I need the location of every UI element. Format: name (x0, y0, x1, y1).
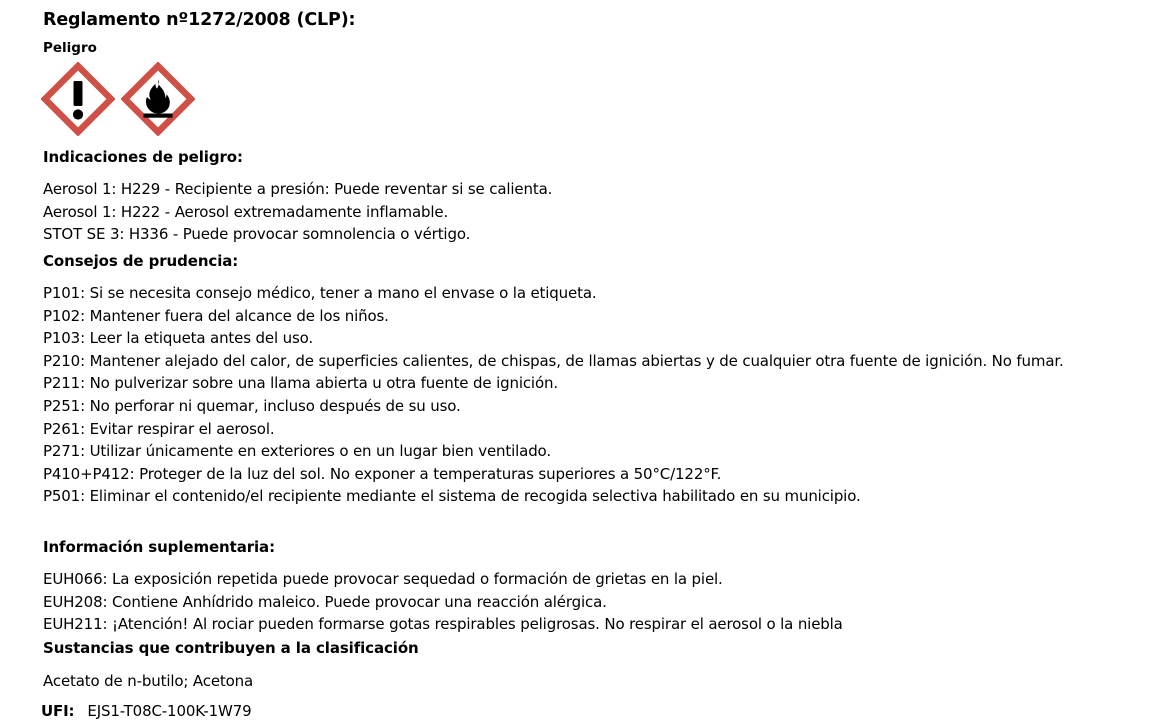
ufi-value: EJS1-T08C-100K-1W79 (87, 702, 252, 720)
precautionary-statement-item: P103: Leer la etiqueta antes del uso. (43, 329, 314, 348)
hazard-statement-item: Aerosol 1: H229 - Recipiente a presión: Puede reventar si se calienta. (43, 180, 553, 198)
supplementary-information-item: EUH066: La exposición repetida puede provocar sequedad o formación de grietas en la piel. (43, 570, 723, 588)
precautionary-statement-item: P501: Eliminar el contenido/el recipiente mediante el sistema de recogida selectiva habilitado en su municipio. (43, 487, 861, 506)
precautionary-statement-item: P271: Utilizar únicamente en exteriores o en un lugar bien ventilado. (43, 442, 551, 461)
hazard-statements-heading: Indicaciones de peligro: (43, 148, 243, 166)
hazard-statements-list (43, 178, 552, 246)
precautionary-statement-item: P101: Si se necesita consejo médico, tener a mano el envase o la etiqueta. (43, 284, 597, 302)
ghs-pictogram-group (41, 62, 195, 136)
hazard-statement-item: STOT SE 3: H336 - Puede provocar somnolencia o vértigo. (43, 225, 471, 244)
supplementary-information-list (43, 568, 843, 636)
precautionary-statement-item: P210: Mantener alejado del calor, de superficies calientes, de chispas, de llamas abiertas y de cualquier otra fuente de ignición. No fumar. (43, 351, 1064, 370)
supplementary-information-item: EUH211: ¡Atención! Al rociar pueden formarse gotas respirables peligrosas. No respirar el aerosol o la niebla (43, 615, 843, 634)
precautionary-statement-item: P261: Evitar respirar el aerosol. (43, 419, 275, 438)
precautionary-statements-list (43, 282, 1064, 508)
ufi-row (41, 702, 251, 720)
precautionary-statement-item: P211: No pulverizar sobre una llama abierta u otra fuente de ignición. (43, 374, 558, 393)
ghs02-flammable-icon (121, 62, 195, 136)
precautionary-statement-item: P410+P412: Proteger de la luz del sol. No exponer a temperaturas superiores a 50°C/122°F. (43, 464, 722, 483)
precautionary-statement-item: P102: Mantener fuera del alcance de los niños. (43, 306, 389, 325)
precautionary-statement-item: P251: No perforar ni quemar, incluso después de su uso. (43, 396, 461, 415)
regulation-title: Reglamento nº1272/2008 (CLP): (43, 10, 356, 30)
hazard-statement-item: Aerosol 1: H222 - Aerosol extremadamente inflamable. (43, 202, 449, 221)
precautionary-statements-heading: Consejos de prudencia: (43, 252, 239, 270)
supplementary-information-item: EUH208: Contiene Anhídrido maleico. Puede provocar una reacción alérgica. (43, 592, 607, 611)
contributing-substances-value: Acetato de n-butilo; Acetona (43, 672, 254, 690)
contributing-substances-heading: Sustancias que contribuyen a la clasificación (43, 639, 419, 657)
supplementary-information-heading: Información suplementaria: (43, 538, 275, 556)
ghs07-exclamation-mark-icon (41, 62, 115, 136)
ufi-label: UFI: (41, 702, 75, 720)
signal-word: Peligro (43, 40, 97, 56)
